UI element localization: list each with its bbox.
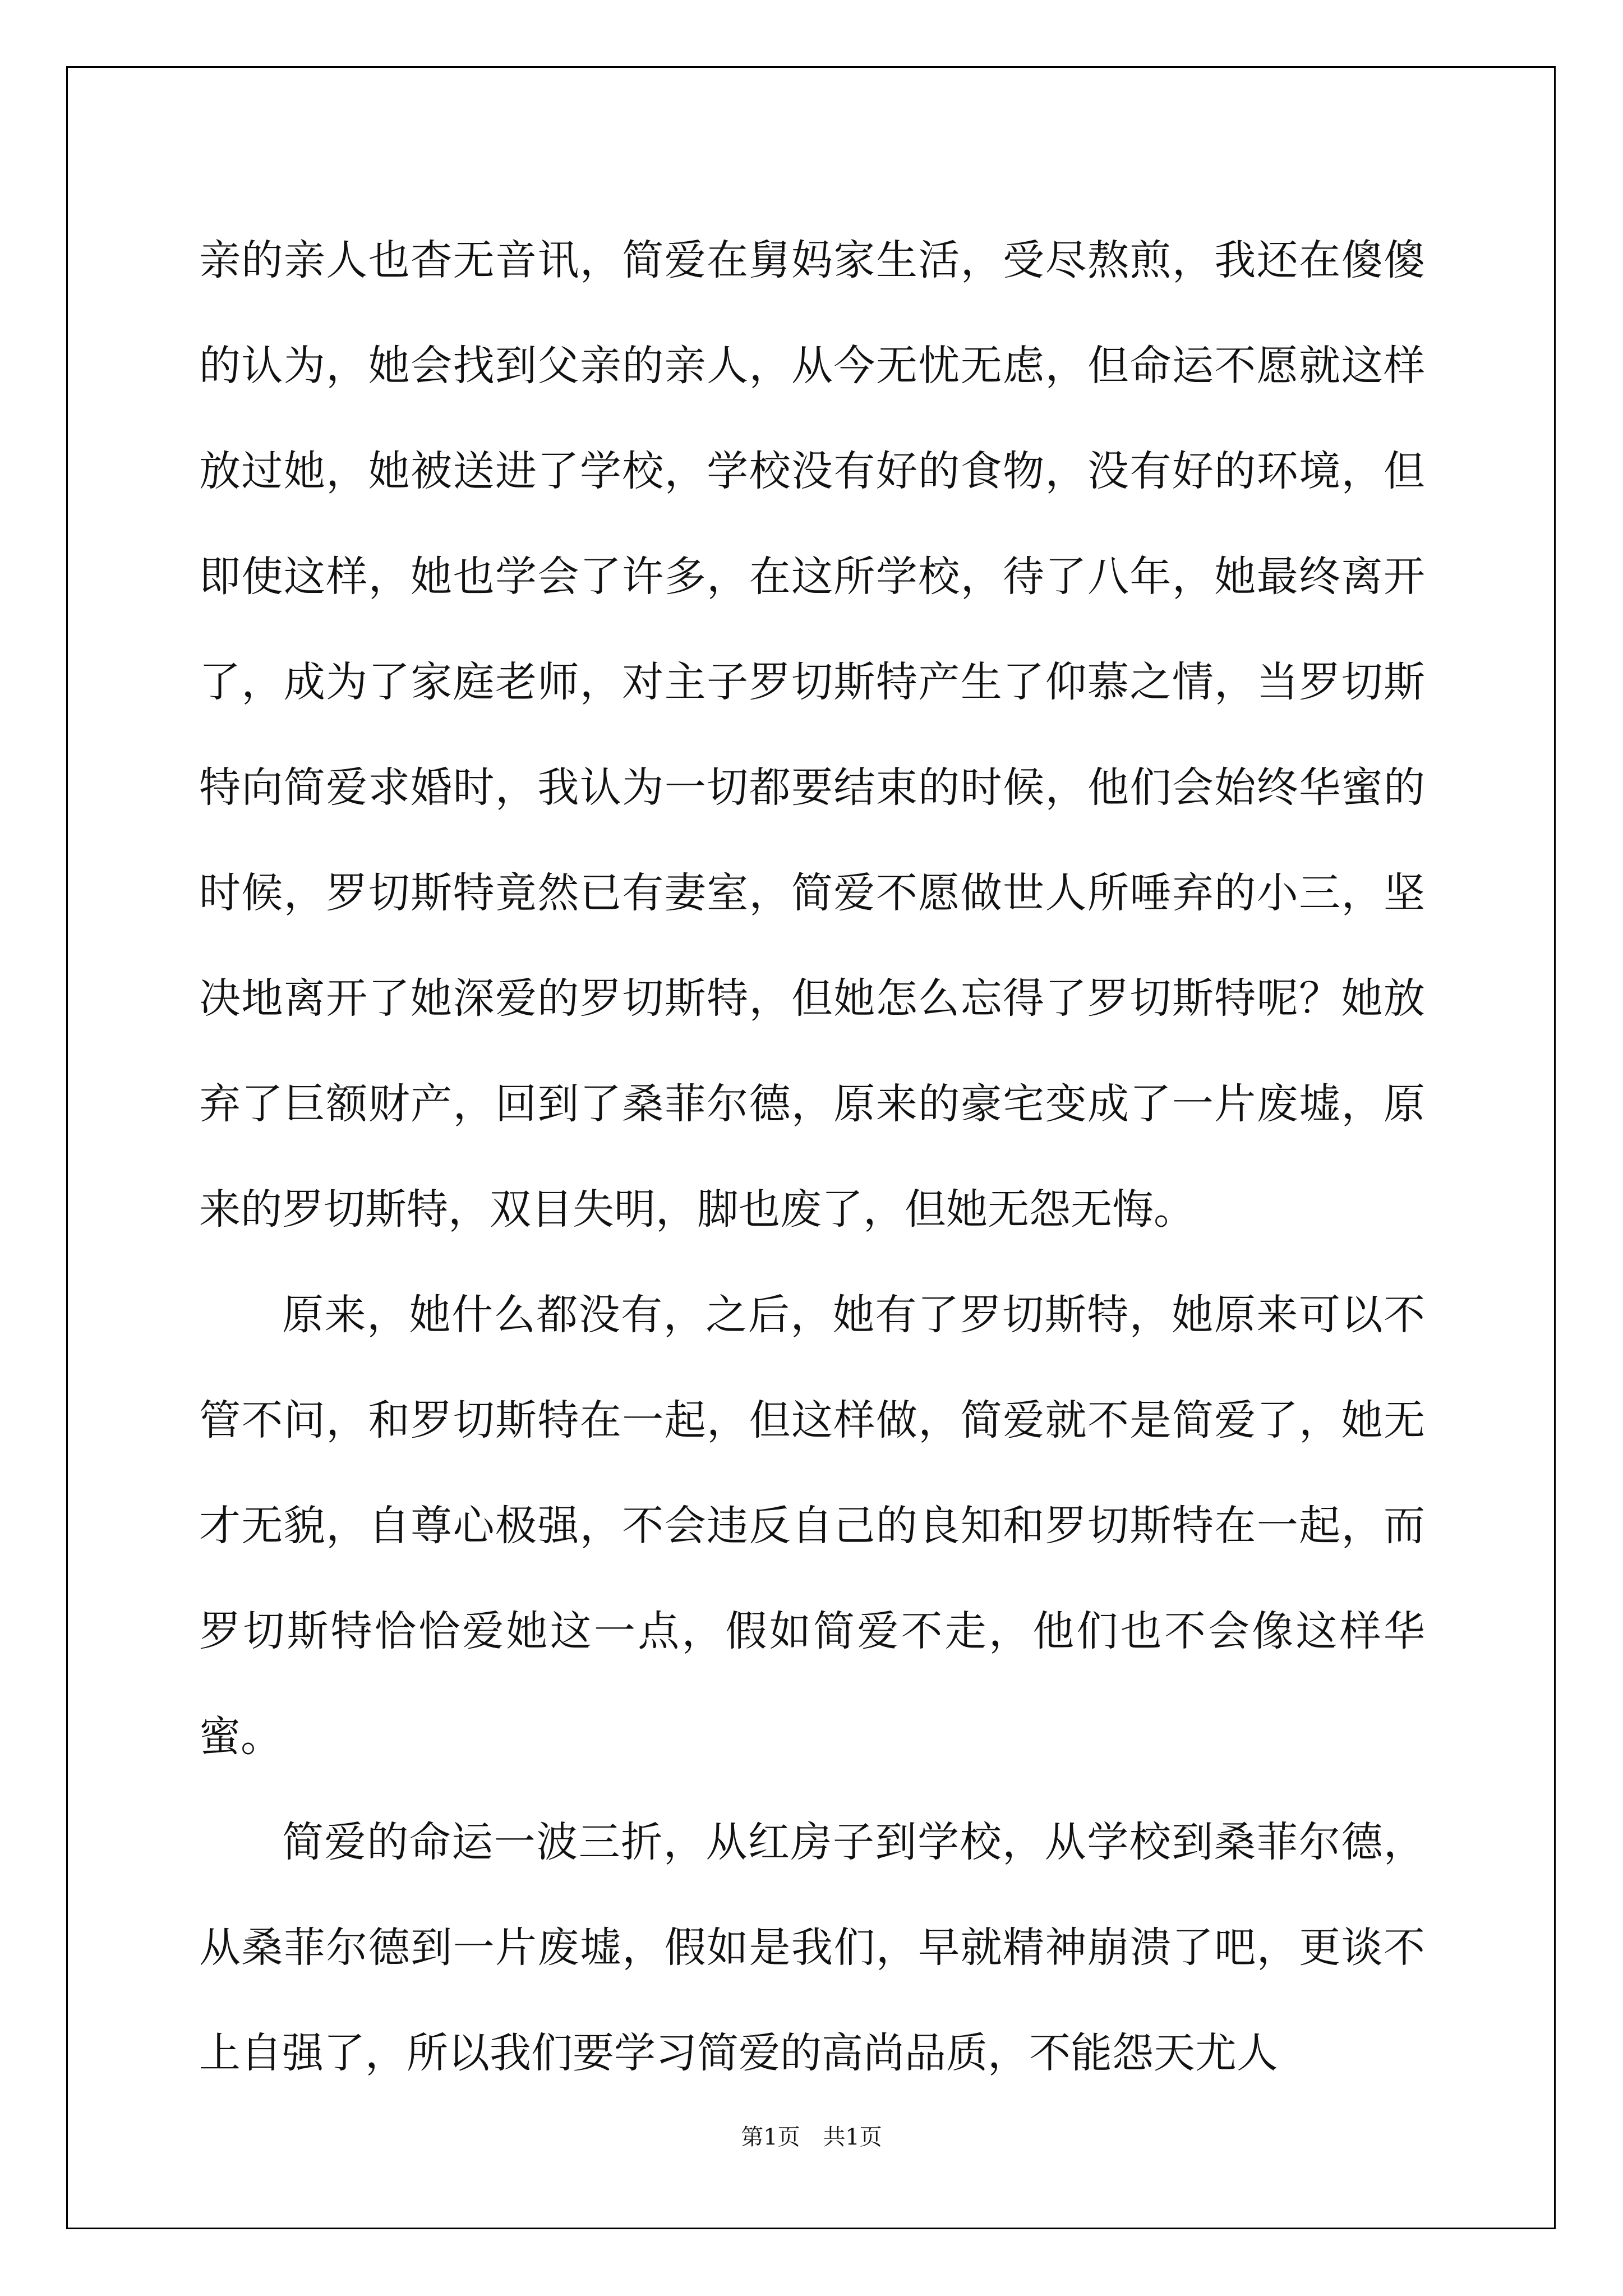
page-number-total: 共1页 (823, 2124, 882, 2150)
paragraph-2: 原来，她什么都没有，之后，她有了罗切斯特，她原来可以不管不问，和罗切斯特在一起，但这样做，简爱就不是简爱了，她无才无貌，自尊心极强，不会违反自己的良知和罗切斯特在一起，而罗切斯特恰恰爱她这一点，假如简爱不走，他们也不会像这样华蜜。 (199, 1291, 1425, 1761)
paragraph-3: 简爱的命运一波三折，从红房子到学校，从学校到桑菲尔德，从桑菲尔德到一片废墟，假如是我们，早就精神崩溃了吧，更谈不上自强了，所以我们要学习简爱的高尚品质，不能怨天尤人 (199, 1818, 1425, 2077)
document-body (199, 208, 1425, 2106)
page-footer (0, 2119, 1623, 2151)
paragraph-1: 亲的亲人也杳无音讯，简爱在舅妈家生活，受尽熬煎，我还在傻傻的认为，她会找到父亲的亲人，从今无忧无虑，但命运不愿就这样放过她，她被送进了学校，学校没有好的食物，没有好的环境，但即使这样，她也学会了许多，在这所学校，待了八年，她最终离开了，成为了家庭老师，对主子罗切斯特产生了仰慕之情，当罗切斯特向简爱求婚时，我认为一切都要结束的时候，他们会始终华蜜的时候，罗切斯特竟然已有妻室，简爱不愿做世人所唾弃的小三，坚决地离开了她深爱的罗切斯特，但她怎么忘得了罗切斯特呢？她放弃了巨额财产，回到了桑菲尔德，原来的豪宅变成了一片废墟，原来的罗切斯特，双目失明，脚也废了，但她无怨无悔。 (199, 236, 1425, 1234)
page-number-current: 第1页 (741, 2124, 800, 2150)
